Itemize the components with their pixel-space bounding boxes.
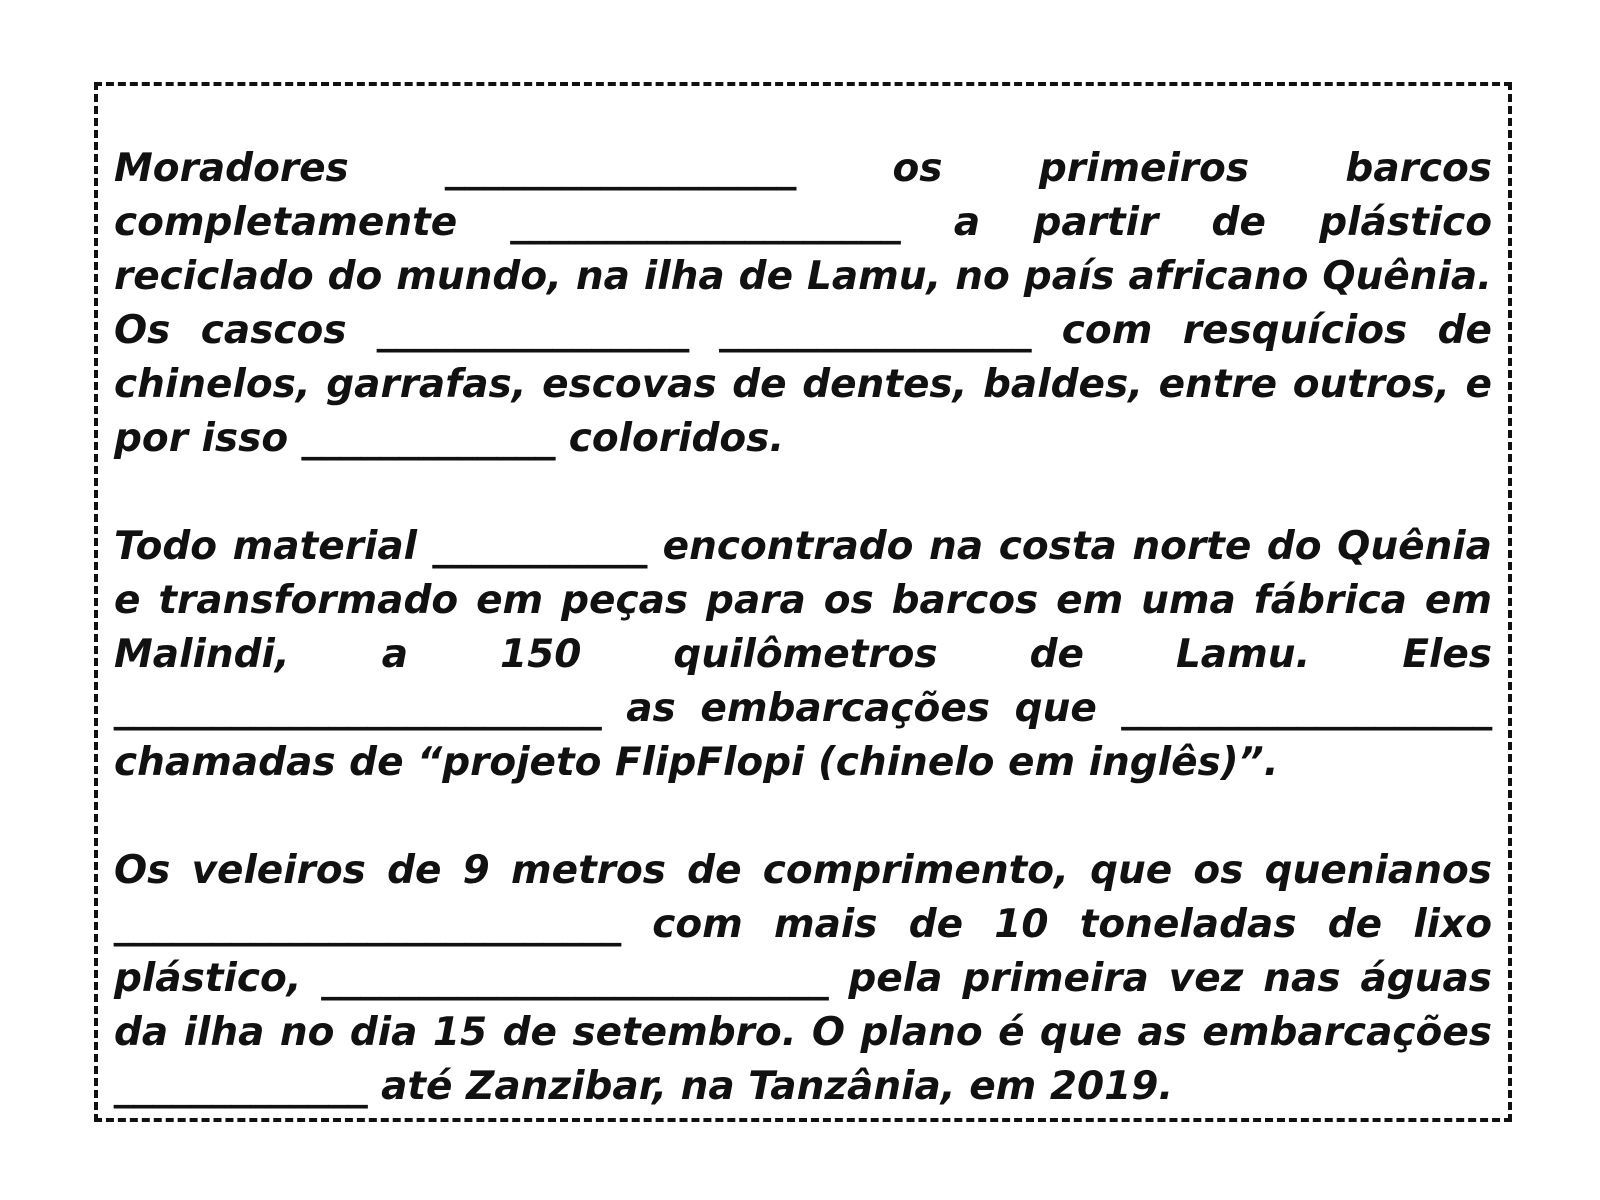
paragraph-1: Moradores __________________ os primeiros barcos completamente ____________________ a partir de plástico reciclado do mundo, na ilha de Lamu, no país africano Quênia. Os cascos ________________ ________________ com resquícios de chinelos, garrafas, escovas de dentes, baldes, entre outros, e por isso _____________ coloridos. xyxy=(114,146,1492,461)
dashed-text-box xyxy=(94,82,1512,1122)
paragraph-2: Todo material ___________ encontrado na costa norte do Quênia e transformado em peças para os barcos em uma fábrica em Malindi, a 150 quilômetros de Lamu. Eles _________________________ as embarcações que ___________________ chamadas de “projeto FlipFlopi (chinelo em inglês)”. xyxy=(114,524,1492,785)
text-content xyxy=(114,142,1492,1114)
paragraph-3: Os veleiros de 9 metros de comprimento, que os quenianos __________________________ com mais de 10 toneladas de lixo plástico, __________________________ pela primeira vez nas águas da ilha no dia 15 de setembro. O plano é que as embarcações _____________ até Zanzibar, na Tanzânia, em 2019. xyxy=(114,848,1492,1109)
